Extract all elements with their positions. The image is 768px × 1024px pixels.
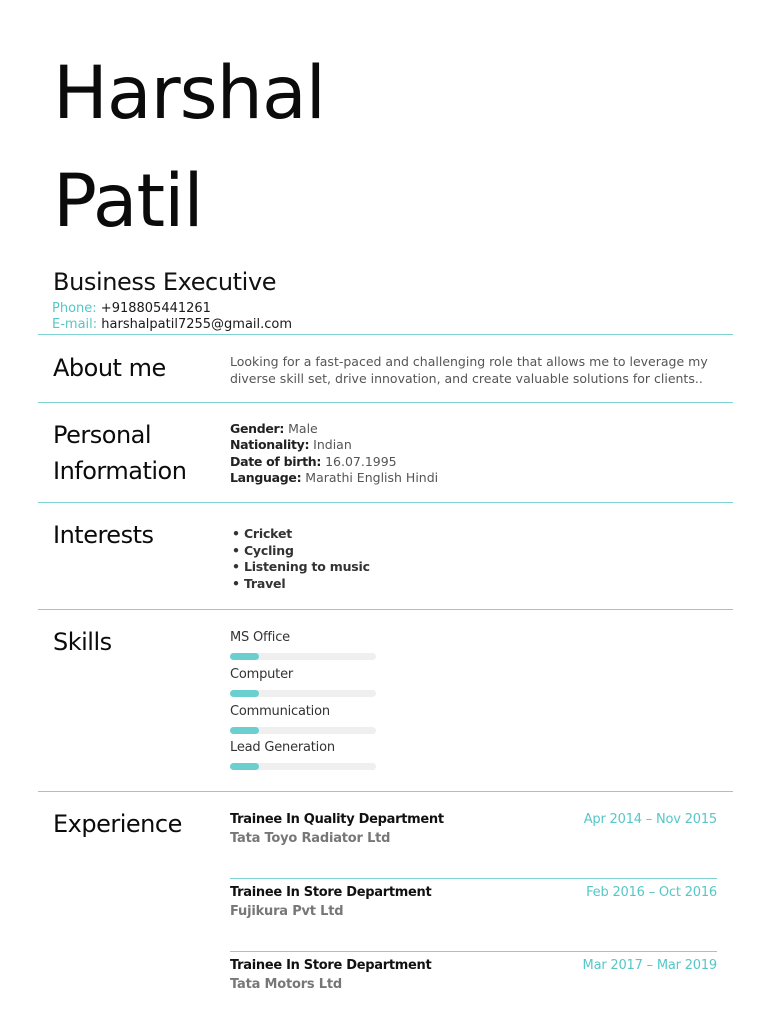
skill-name: Lead Generation — [230, 740, 335, 756]
info-value: Marathi English Hindi — [305, 469, 439, 485]
skill-name: MS Office — [230, 630, 290, 645]
experience-section — [38, 792, 733, 1024]
skill-bar-fill — [230, 763, 259, 770]
info-date-of-birth — [230, 454, 438, 470]
skills-heading: Skills — [53, 628, 112, 656]
info-value: Indian — [313, 437, 352, 453]
job-dates: Feb 2016 – Oct 2016 — [586, 885, 717, 900]
job-company: Tata Toyo Radiator Ltd — [230, 831, 391, 846]
info-label: Date of birth: — [230, 453, 322, 469]
info-language — [230, 470, 438, 486]
job-separator — [230, 878, 717, 879]
skill-item — [230, 704, 390, 741]
personal-info-list — [230, 421, 438, 486]
personal-heading-line2: Information — [53, 457, 187, 485]
personal-section — [38, 403, 733, 502]
info-label: Language: — [230, 469, 302, 485]
skills-section — [38, 610, 733, 791]
phone-line — [52, 301, 292, 317]
info-label: Nationality: — [230, 437, 310, 453]
interest-item: • Listening to music — [232, 559, 370, 574]
experience-heading: Experience — [53, 810, 182, 838]
experience-list — [230, 812, 717, 1012]
skill-bar-fill — [230, 690, 259, 697]
skill-bar-track — [230, 653, 376, 660]
skill-bar-fill — [230, 653, 259, 660]
info-nationality — [230, 437, 438, 453]
job-title: Trainee In Store Department — [230, 885, 432, 900]
email-line — [52, 317, 292, 333]
job-dates: Apr 2014 – Nov 2015 — [583, 812, 717, 827]
skill-bar-fill — [230, 727, 259, 734]
job-company: Tata Motors Ltd — [230, 977, 342, 992]
phone-label: Phone: — [52, 301, 97, 316]
skill-bar-track — [230, 763, 376, 770]
job-title: Trainee In Quality Department — [230, 812, 444, 827]
info-label: Gender: — [230, 421, 285, 436]
first-name: Harshal — [53, 51, 325, 136]
info-gender — [230, 421, 438, 437]
skills-list — [230, 630, 390, 777]
phone-value: +918805441261 — [100, 301, 211, 316]
info-value: Male — [288, 421, 318, 436]
skill-item — [230, 667, 390, 704]
job-dates: Mar 2017 – Mar 2019 — [582, 958, 717, 973]
email-label: E-mail: — [52, 317, 98, 332]
interest-item: • Cricket — [232, 526, 293, 541]
email-value: harshalpatil7255@gmail.com — [101, 317, 293, 332]
job-title: Trainee In Store Department — [230, 958, 432, 973]
personal-heading-line1: Personal — [53, 421, 152, 449]
contact-block — [52, 301, 292, 333]
about-text: Looking for a fast-paced and challenging role that allows me to leverage my diverse skill set, drive innovation, and create valuable solutions for clients.. — [230, 354, 708, 386]
interests-heading: Interests — [53, 521, 154, 549]
skill-item — [230, 630, 390, 667]
last-name: Patil — [53, 159, 203, 244]
skill-bar-track — [230, 727, 376, 734]
skill-item — [230, 740, 390, 777]
about-section — [38, 335, 733, 402]
skill-name: Communication — [230, 703, 330, 719]
interests-section — [38, 503, 733, 609]
about-heading: About me — [53, 354, 166, 382]
interest-item: • Travel — [232, 575, 286, 591]
skill-bar-track — [230, 690, 376, 697]
info-value: 16.07.1995 — [325, 453, 397, 469]
resume-header — [53, 40, 713, 296]
job-company: Fujikura Pvt Ltd — [230, 904, 344, 919]
interest-item: • Cycling — [232, 542, 294, 558]
skill-name: Computer — [230, 666, 294, 682]
job-separator — [230, 951, 717, 952]
interests-list — [232, 526, 370, 592]
job-title-heading: Business Executive — [53, 268, 277, 296]
